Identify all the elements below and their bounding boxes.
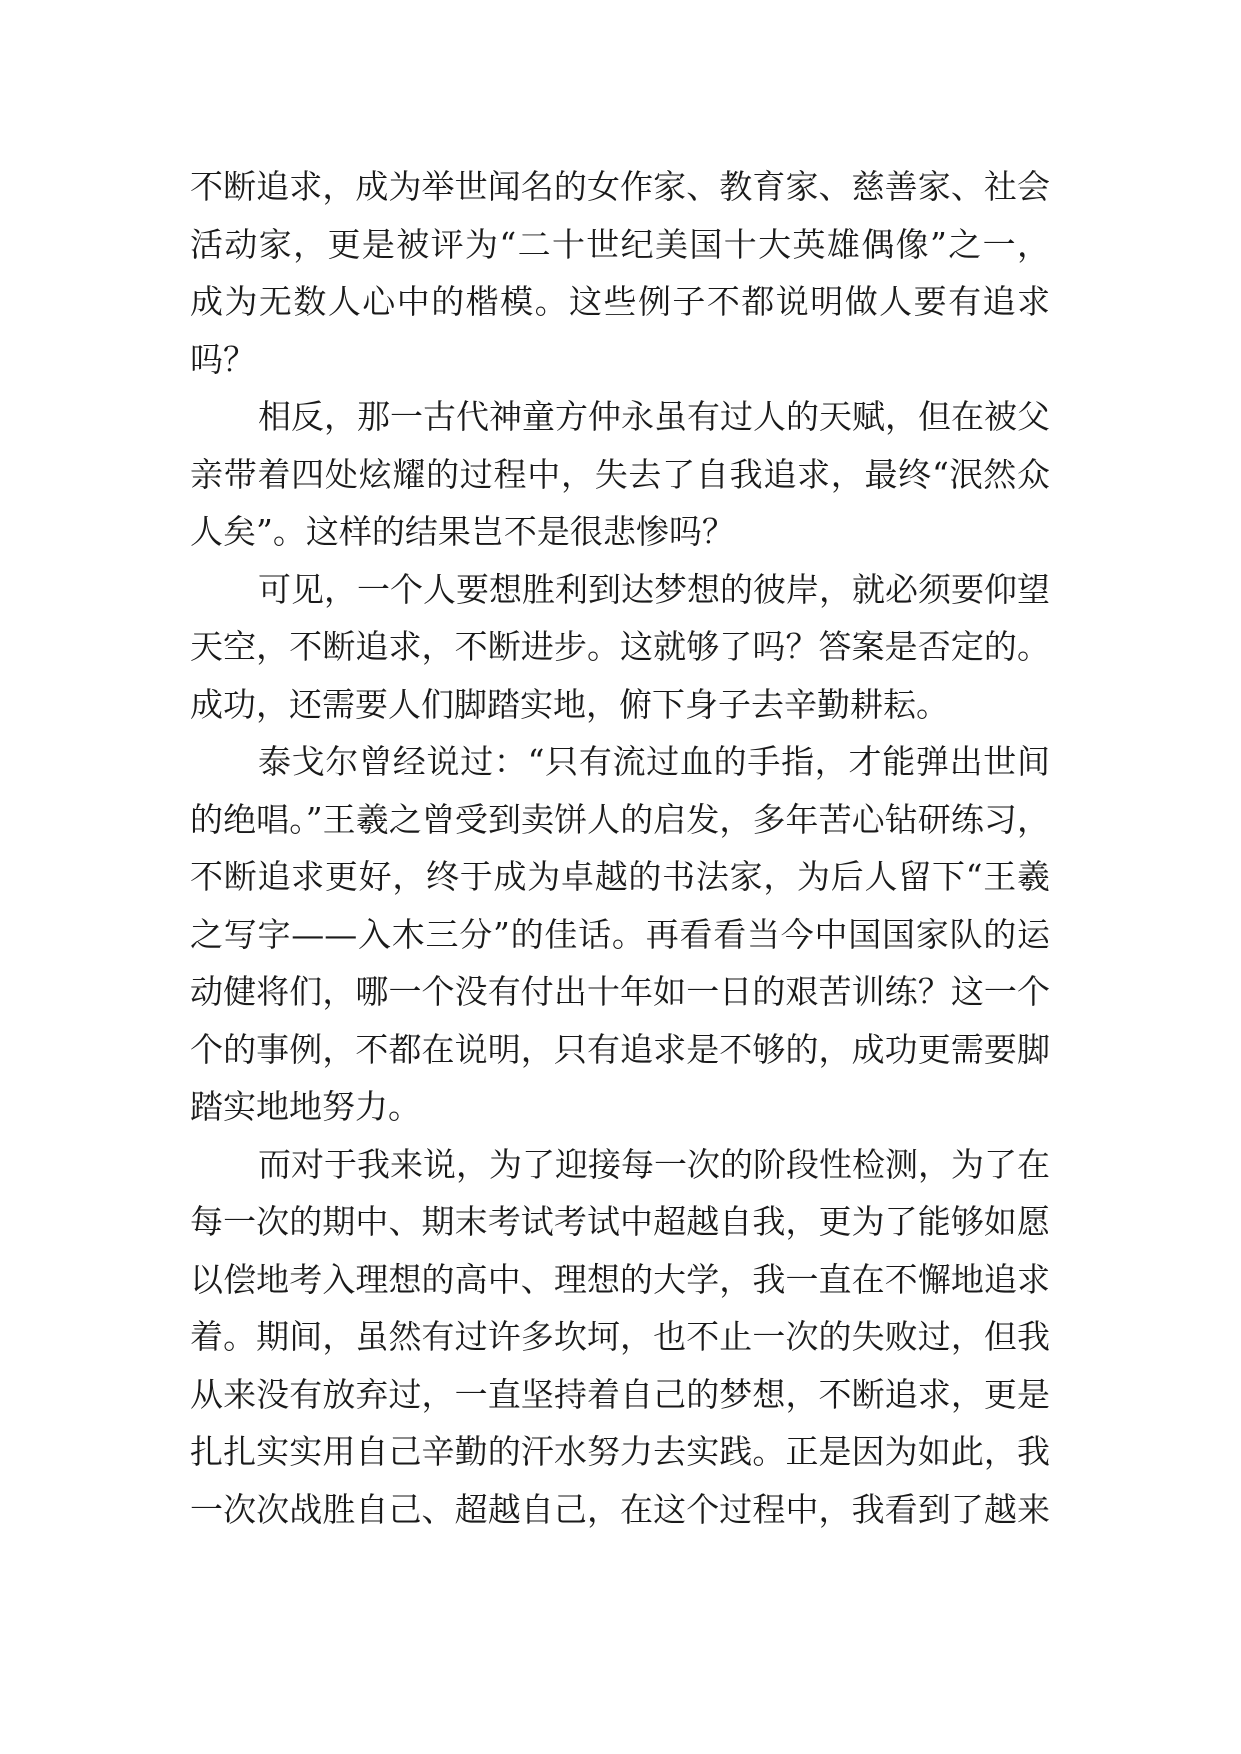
- text-line: 可见，一个人要想胜利到达梦想的彼岸，就必须要仰望: [258, 569, 1050, 609]
- text-line: 不断追求更好，终于成为卓越的书法家，为后人留下“王羲: [190, 857, 1050, 896]
- text-line: 亲带着四处炫耀的过程中，失去了自我追求，最终“泯然众: [190, 454, 1050, 494]
- text-line: 动健将们，哪一个没有付出十年如一日的艰苦训练？这一个: [190, 972, 1050, 1011]
- text-line: 每一次的期中、期末考试考试中超越自我，更为了能够如愿: [190, 1202, 1050, 1241]
- document-body: [190, 158, 1050, 1538]
- text-line: 泰戈尔曾经说过：“只有流过血的手指，才能弹出世间: [258, 742, 1050, 781]
- text-line: 不断追求，成为举世闻名的女作家、教育家、慈善家、社会: [190, 167, 1050, 206]
- text-line: 着。期间，虽然有过许多坎坷，也不止一次的失败过，但我: [190, 1317, 1050, 1356]
- text-line: 而对于我来说，为了迎接每一次的阶段性检测，为了在: [258, 1144, 1050, 1184]
- text-line: 成为无数人心中的楷模。这些例子不都说明做人要有追求: [190, 282, 1050, 321]
- text-line: 人矣”。这样的结果岂不是很悲惨吗？: [190, 512, 735, 551]
- paragraph-1: [190, 158, 1050, 388]
- text-line: 成功，还需要人们脚踏实地，俯下身子去辛勤耕耘。: [190, 684, 949, 724]
- text-line: 踏实地地努力。: [190, 1087, 421, 1126]
- text-line: 相反，那一古代神童方仲永虽有过人的天赋，但在被父: [258, 397, 1050, 436]
- text-line: 的绝唱。”王羲之曾受到卖饼人的启发，多年苦心钻研练习，: [190, 799, 1050, 839]
- text-line: 个的事例，不都在说明，只有追求是不够的，成功更需要脚: [190, 1029, 1050, 1069]
- text-line: 天空，不断追求，不断进步。这就够了吗？答案是否定的。: [190, 627, 1050, 666]
- text-line: 活动家，更是被评为“二十世纪美国十大英雄偶像”之一，: [190, 224, 1050, 264]
- text-line: 之写字——入木三分”的佳话。再看看当今中国国家队的运: [190, 914, 1050, 954]
- text-line: 一次次战胜自己、超越自己，在这个过程中，我看到了越来: [190, 1489, 1050, 1529]
- paragraph-4: [190, 733, 1050, 1136]
- paragraph-2: [190, 388, 1050, 561]
- text-line: 扎扎实实用自己辛勤的汗水努力去实践。正是因为如此，我: [190, 1432, 1050, 1471]
- text-line: 从来没有放弃过，一直坚持着自己的梦想，不断追求，更是: [190, 1374, 1050, 1414]
- paragraph-5: [190, 1136, 1050, 1539]
- text-line: 以偿地考入理想的高中、理想的大学，我一直在不懈地追求: [190, 1259, 1050, 1299]
- paragraph-3: [190, 561, 1050, 734]
- text-line: 吗？: [190, 339, 256, 379]
